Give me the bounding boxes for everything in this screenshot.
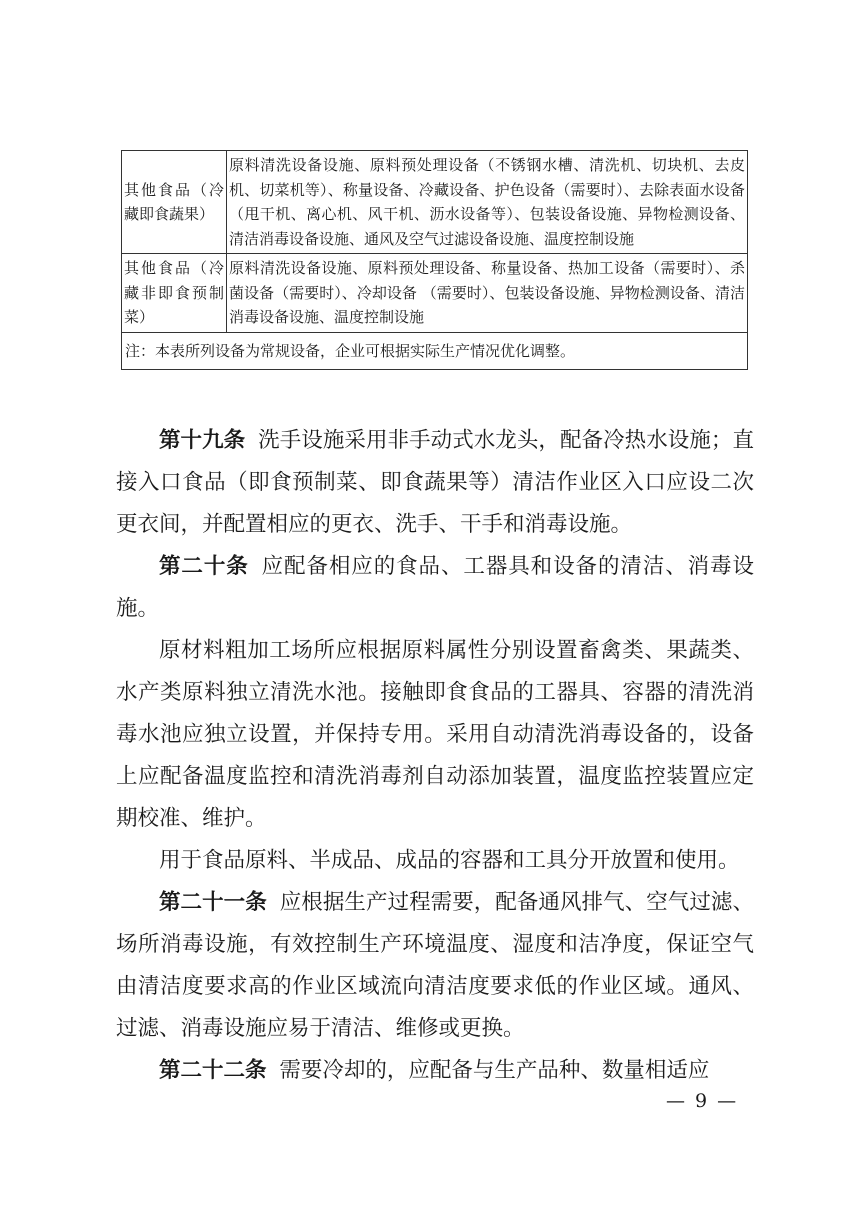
paragraph-text: 洗手设施采用非手动式水龙头，配备冷热水设施；直接入口食品（即食预制菜、即食蔬果等）清洁作业区入口应设二次更衣间，并配置相应的更衣、洗手、干手和消毒设施。 <box>116 428 754 537</box>
article-number: 第二十条 <box>159 554 249 579</box>
paragraph-text: 应根据生产过程需要，配备通风排气、空气过滤、场所消毒设施，有效控制生产环境温度、湿度和洁净度，保证空气由清洁度要求高的作业区域流向清洁度要求低的作业区域。通风、过滤、消毒设施应易于清洁、维修或更换。 <box>116 890 754 1041</box>
article-number: 第十九条 <box>159 428 246 453</box>
paragraph <box>116 630 754 840</box>
paragraph <box>116 882 754 1050</box>
table-row <box>122 254 748 333</box>
paragraph <box>116 546 754 630</box>
equipment-cell: 原料清洗设备设施、原料预处理设备、称量设备、热加工设备（需要时）、杀菌设备（需要时）、冷却设备 （需要时）、包装设备设施、异物检测设备、清洁消毒设备设施、温度控制设施 <box>227 254 748 333</box>
category-cell: 其他食品（冷藏非即食预制菜） <box>122 254 227 333</box>
paragraph <box>116 1050 754 1092</box>
equipment-table <box>121 150 748 370</box>
category-cell: 其他食品（冷藏即食蔬果） <box>122 151 227 254</box>
paragraph-text: 用于食品原料、半成品、成品的容器和工具分开放置和使用。 <box>159 848 740 873</box>
paragraph-text: 原材料粗加工场所应根据原料属性分别设置畜禽类、果蔬类、水产类原料独立清洗水池。接触即食食品的工器具、容器的清洗消毒水池应独立设置，并保持专用。采用自动清洗消毒设备的，设备上应配备温度监控和清洗消毒剂自动添加装置，温度监控装置应定期校准、维护。 <box>116 638 754 831</box>
paragraph <box>116 840 754 882</box>
document-body <box>116 420 754 1092</box>
equipment-cell: 原料清洗设备设施、原料预处理设备（不锈钢水槽、清洗机、切块机、去皮机、切菜机等）、称量设备、冷藏设备、护色设备（需要时）、去除表面水设备（甩干机、离心机、风干机、沥水设备等）、包装设备设施、异物检测设备、清洁消毒设备设施、通风及空气过滤设备设施、温度控制设施 <box>227 151 748 254</box>
table-note-row <box>122 332 748 370</box>
page-number: — 9 — <box>666 1090 739 1112</box>
table-row <box>122 151 748 254</box>
paragraph <box>116 420 754 546</box>
paragraph-text: 应配备相应的食品、工器具和设备的清洁、消毒设施。 <box>116 554 754 621</box>
table-note: 注：本表所列设备为常规设备，企业可根据实际生产情况优化调整。 <box>122 332 748 370</box>
article-number: 第二十二条 <box>159 1058 267 1083</box>
paragraph-text: 需要冷却的，应配备与生产品种、数量相适应 <box>279 1058 710 1083</box>
article-number: 第二十一条 <box>159 890 267 915</box>
